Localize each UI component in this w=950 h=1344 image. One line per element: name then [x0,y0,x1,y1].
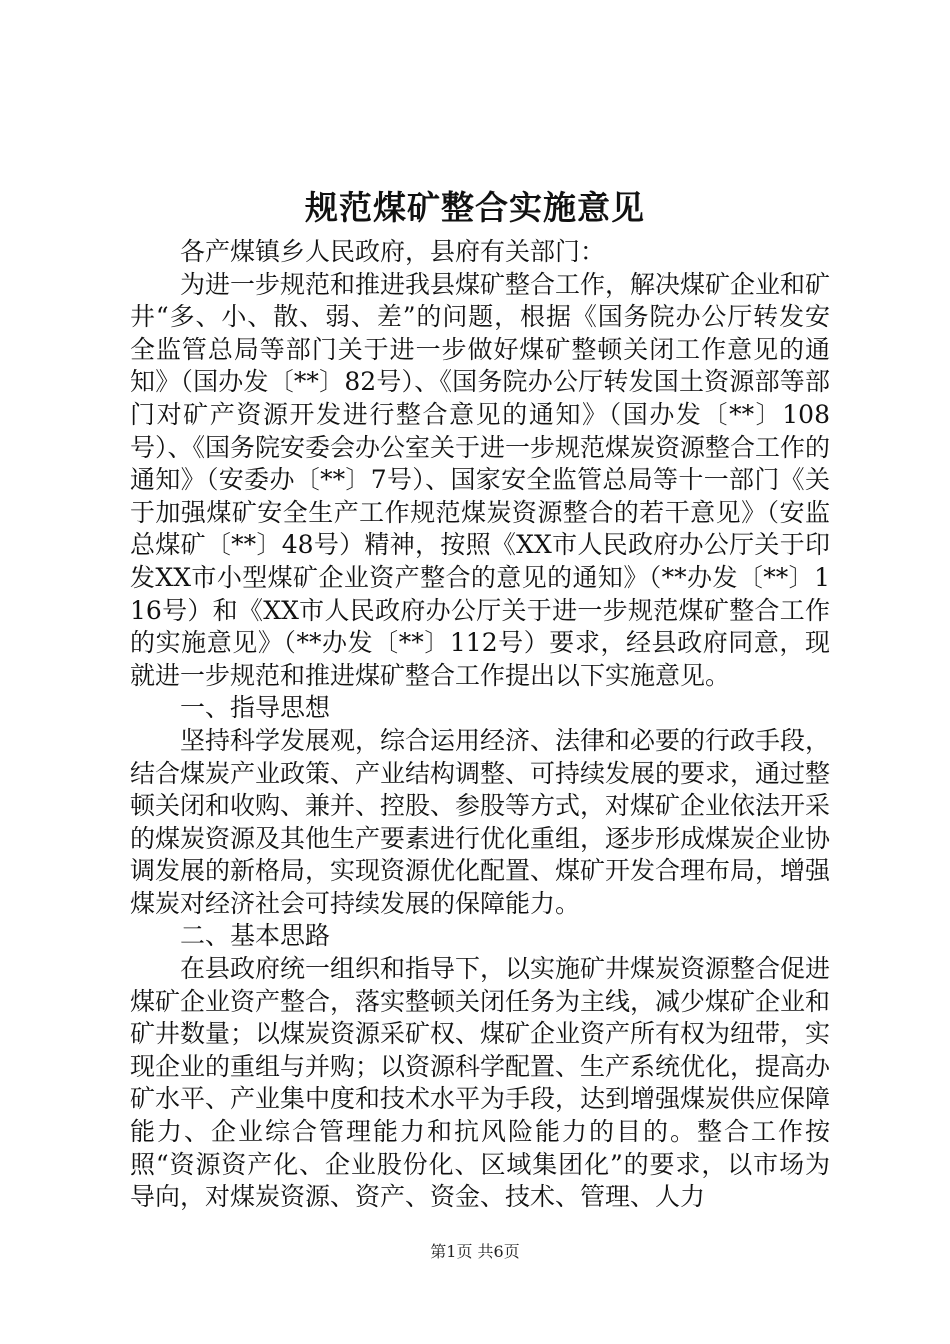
section-heading-basic-approach: 二、基本思路 [180,921,331,951]
basic-approach-paragraph: 在县政府统一组织和指导下，以实施矿井煤炭资源整合促进煤矿企业资产整合，落实整顿关闭任务为主线，减少煤矿企业和矿井数量；以煤炭资源采矿权、煤矿企业资产所有权为纽带，实现企业的重组与并购；以资源科学配置、生产系统优化，提高办矿水平、产业集中度和技术水平为手段，达到增强煤炭供应保障能力、企业综合管理能力和抗风险能力的目的。整合工作按照“资源资产化、企业股份化、区域集团化”的要求，以市场为导向，对煤炭资源、资产、资金、技术、管理、人力 [130,954,831,1212]
page-number-footer: 第1页 共6页 [430,1242,520,1261]
document-body [130,236,830,1214]
salutation: 各产煤镇乡人民政府，县府有关部门： [180,237,606,266]
section-heading-guiding-thought: 一、指导思想 [180,693,331,723]
document-title: 规范煤矿整合实施意见 [305,188,645,227]
intro-paragraph: 为进一步规范和推进我县煤矿整合工作，解决煤矿企业和矿井“多、小、散、弱、差”的问题，根据《国务院办公厅转发安全监管总局等部门关于进一步做好煤矿整顿关闭工作意见的通知》（国办发〔**〕82号）、《国务院办公厅转发国土资源部等部门对矿产资源开发进行整合意见的通知》（国办发〔**〕108号）、《国务院安委会办公室关于进一步规范煤炭资源整合工作的通知》（安委办〔**〕7号）、国家安全监管总局等十一部门《关于加强煤矿安全生产工作规范煤炭资源整合的若干意见》（安监总煤矿〔**〕48号）精神，按照《XX市人民政府办公厅关于印发XX市小型煤矿企业资产整合的意见的通知》（**办发〔**〕116号）和《XX市人民政府办公厅关于进一步规范煤矿整合工作的实施意见》（**办发〔**〕112号）要求，经县政府同意，现就进一步规范和推进煤矿整合工作提出以下实施意见。 [130,269,831,690]
guiding-thought-paragraph: 坚持科学发展观，综合运用经济、法律和必要的行政手段，结合煤炭产业政策、产业结构调整、可持续发展的要求，通过整顿关闭和收购、兼并、控股、参股等方式，对煤矿企业依法开采的煤炭资源及其他生产要素进行优化重组，逐步形成煤炭企业协调发展的新格局，实现资源优化配置、煤矿开发合理布局，增强煤炭对经济社会可持续发展的保障能力。 [130,725,831,918]
